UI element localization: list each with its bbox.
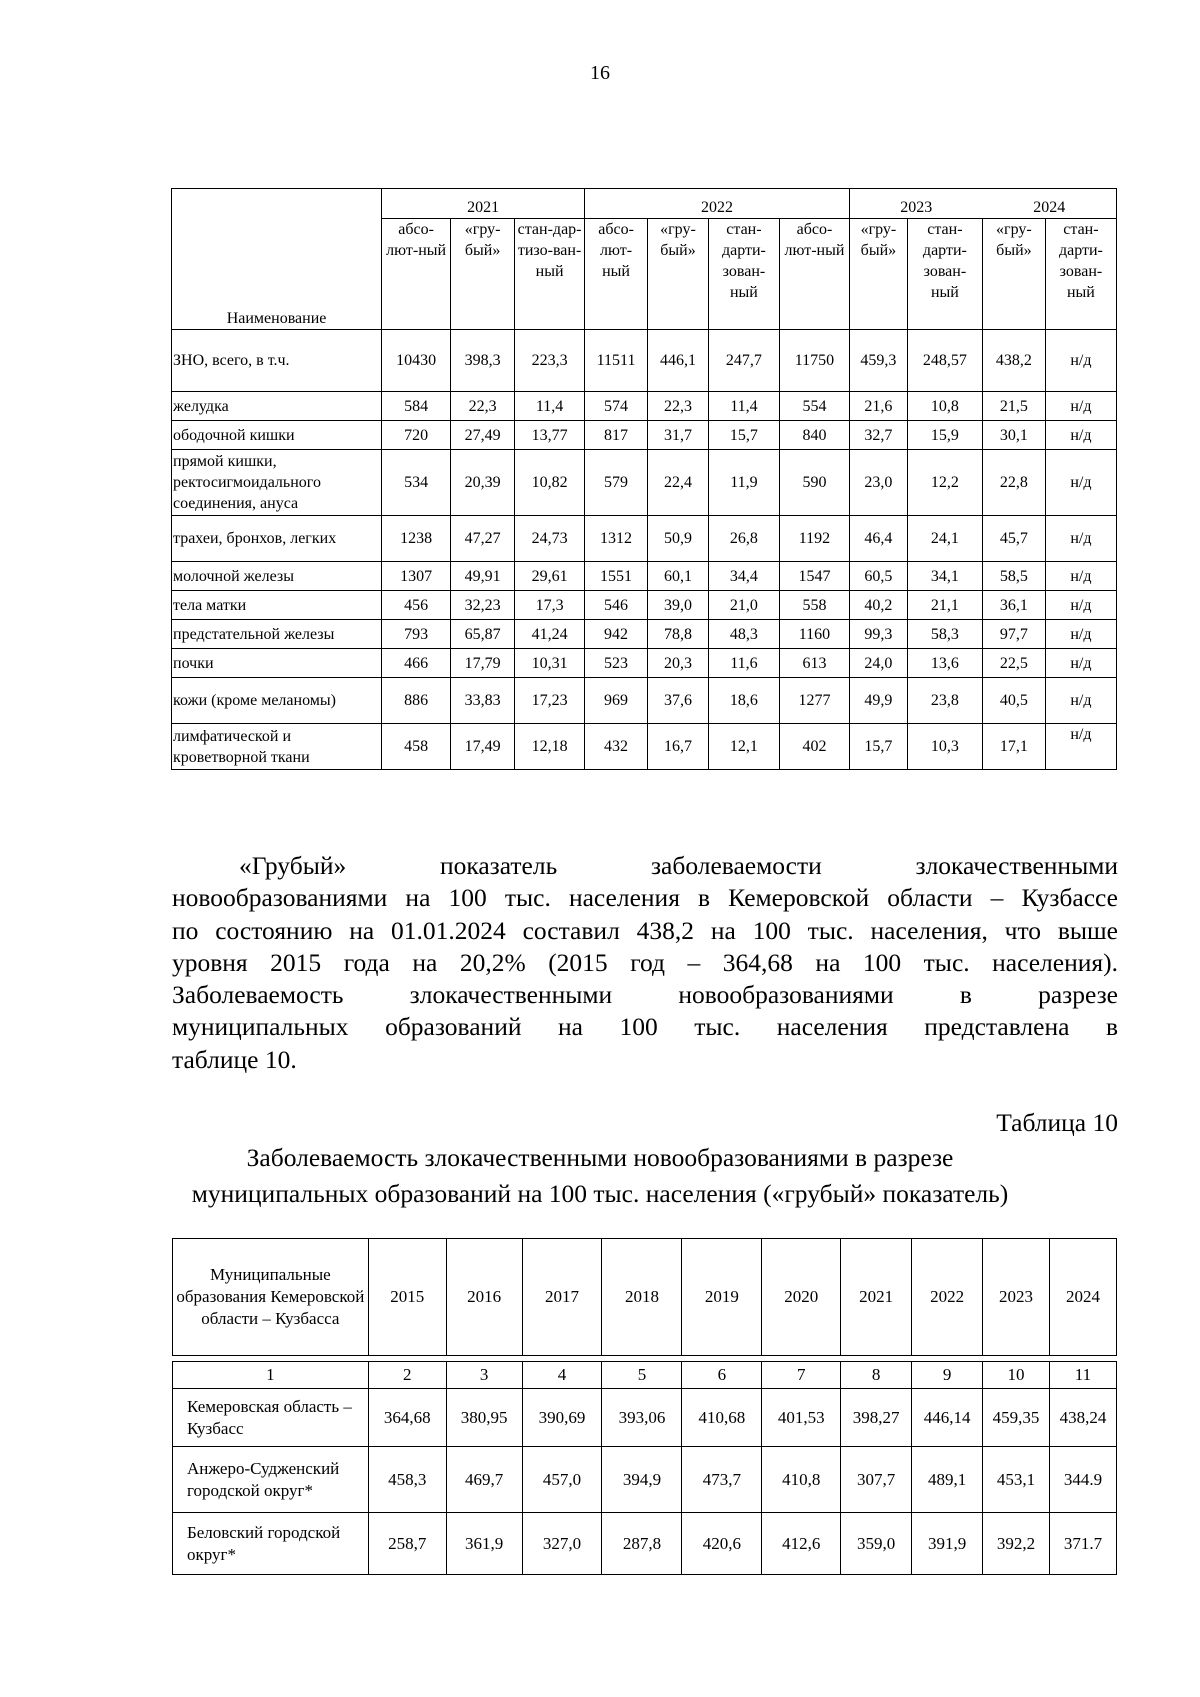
table-cell: 458,3 xyxy=(368,1447,446,1513)
table-cell: н/д xyxy=(1045,330,1116,392)
paragraph-line: новообразованиями на 100 тыс. населения в Кемеровской области – Кузбассе xyxy=(172,883,1118,913)
paragraph-line: Заболеваемость злокачественными новообразованиями в разрезе xyxy=(172,980,1118,1010)
table-cell: 65,87 xyxy=(451,620,515,649)
table-cell: 39,0 xyxy=(648,591,709,620)
table-cell: н/д xyxy=(1045,421,1116,450)
year-header: 2019 xyxy=(682,1239,762,1356)
table-cell: 579 xyxy=(585,450,648,516)
year-header: 2022 xyxy=(585,189,850,219)
row-name: кожи (кроме меланомы) xyxy=(172,678,382,724)
column-number: 8 xyxy=(841,1362,912,1389)
table-row xyxy=(172,649,1117,678)
subheader: «гру-бый» xyxy=(849,219,907,330)
table-cell: 344.9 xyxy=(1049,1447,1116,1513)
table-cell: 36,1 xyxy=(982,591,1045,620)
table-cell: 398,3 xyxy=(451,330,515,392)
year-header: 2024 xyxy=(1049,1239,1116,1356)
table-cell: 20,3 xyxy=(648,649,709,678)
table-cell: н/д xyxy=(1045,724,1116,770)
table-cell: 21,1 xyxy=(907,591,982,620)
table-cell: 11,4 xyxy=(708,392,779,421)
table-cell: 24,1 xyxy=(907,516,982,562)
row-name: ЗНО, всего, в т.ч. xyxy=(172,330,382,392)
municipality-name: Кемеровская область – Кузбасс xyxy=(173,1389,369,1447)
table-cell: 21,0 xyxy=(708,591,779,620)
table-cell: 394,9 xyxy=(602,1447,682,1513)
table-cell: н/д xyxy=(1045,392,1116,421)
table-cell: 942 xyxy=(585,620,648,649)
municipal-incidence-table xyxy=(172,1238,1117,1575)
table-cell: 401,53 xyxy=(762,1389,841,1447)
table-title-line: Заболеваемость злокачественными новообразованиями в разрезе xyxy=(246,1143,954,1172)
subheader: стан-дарти-зован-ный xyxy=(1045,219,1116,330)
table-cell: 584 xyxy=(382,392,451,421)
column-number-row xyxy=(173,1362,1117,1389)
table-cell: 58,3 xyxy=(907,620,982,649)
table-cell: 50,9 xyxy=(648,516,709,562)
table-cell: 489,1 xyxy=(912,1447,983,1513)
subheader: абсо-лют-ный xyxy=(779,219,849,330)
paragraph-line: уровня 2015 года на 20,2% (2015 год – 364,68 на 100 тыс. населения). xyxy=(172,947,1118,977)
table-cell: 258,7 xyxy=(368,1513,446,1575)
table-cell: 48,3 xyxy=(708,620,779,649)
table-cell: 393,06 xyxy=(602,1389,682,1447)
table-cell: н/д xyxy=(1045,620,1116,649)
table-cell: 15,7 xyxy=(708,421,779,450)
table-cell: 391,9 xyxy=(912,1513,983,1575)
table-cell: 17,49 xyxy=(451,724,515,770)
table-cell: 34,1 xyxy=(907,562,982,591)
table-cell: 47,27 xyxy=(451,516,515,562)
table-row xyxy=(172,421,1117,450)
table-cell: 390,69 xyxy=(522,1389,602,1447)
column-number: 10 xyxy=(983,1362,1050,1389)
table-row xyxy=(172,450,1117,516)
table-cell: 29,61 xyxy=(515,562,585,591)
table-cell: н/д xyxy=(1045,649,1116,678)
table-title-line: муниципальных образований на 100 тыс. населения («грубый» показатель) xyxy=(191,1179,1009,1208)
table-cell: 10,31 xyxy=(515,649,585,678)
table-cell: 402 xyxy=(779,724,849,770)
table-cell: 13,77 xyxy=(515,421,585,450)
table-cell: 11,6 xyxy=(708,649,779,678)
table-cell: 17,1 xyxy=(982,724,1045,770)
table-cell: 23,8 xyxy=(907,678,982,724)
paragraph-line: «Грубый» показатель заболеваемости злокачественными xyxy=(239,851,1118,880)
table-cell: 12,18 xyxy=(515,724,585,770)
table-cell: 20,39 xyxy=(451,450,515,516)
table-cell: 23,0 xyxy=(849,450,907,516)
year-header: 2016 xyxy=(446,1239,522,1356)
table-cell: 24,73 xyxy=(515,516,585,562)
row-name: ободочной кишки xyxy=(172,421,382,450)
paragraph-line: по состоянию на 01.01.2024 составил 438,2 на 100 тыс. населения, что выше xyxy=(172,915,1118,945)
table-cell: 793 xyxy=(382,620,451,649)
year-header: 2022 xyxy=(912,1239,983,1356)
table-cell: 720 xyxy=(382,421,451,450)
table-cell: 1238 xyxy=(382,516,451,562)
municipality-name: Анжеро-Судженский городской округ* xyxy=(173,1447,369,1513)
subheader: стан-дар-тизо-ван-ный xyxy=(515,219,585,330)
table-cell: н/д xyxy=(1045,516,1116,562)
table-label: Таблица 10 xyxy=(996,1108,1118,1137)
subheader: стан-дарти-зован-ный xyxy=(708,219,779,330)
column-number: 4 xyxy=(522,1362,602,1389)
table-cell: 446,14 xyxy=(912,1389,983,1447)
table-cell: 22,5 xyxy=(982,649,1045,678)
table-cell: 1312 xyxy=(585,516,648,562)
table-cell: 1192 xyxy=(779,516,849,562)
table-cell: 45,7 xyxy=(982,516,1045,562)
table-cell: 458 xyxy=(382,724,451,770)
table-cell: н/д xyxy=(1045,678,1116,724)
table-cell: 12,1 xyxy=(708,724,779,770)
table-row xyxy=(173,1447,1117,1513)
column-number: 2 xyxy=(368,1362,446,1389)
table-cell: 22,3 xyxy=(648,392,709,421)
paragraph-line: таблице 10. xyxy=(172,1044,297,1074)
table-cell: 21,5 xyxy=(982,392,1045,421)
table-row xyxy=(172,620,1117,649)
table-cell: 558 xyxy=(779,591,849,620)
table-cell: 11,9 xyxy=(708,450,779,516)
year-header-row xyxy=(172,189,1117,219)
table-cell: 49,91 xyxy=(451,562,515,591)
table-cell: 10430 xyxy=(382,330,451,392)
table-cell: 410,68 xyxy=(682,1389,762,1447)
table-cell: 10,3 xyxy=(907,724,982,770)
table-cell: 22,8 xyxy=(982,450,1045,516)
table-cell: 37,6 xyxy=(648,678,709,724)
table-row xyxy=(172,516,1117,562)
name-header: Наименование xyxy=(172,189,382,330)
table-cell: 371.7 xyxy=(1049,1513,1116,1575)
table-cell: 17,79 xyxy=(451,649,515,678)
table-cell: 613 xyxy=(779,649,849,678)
table-cell: 534 xyxy=(382,450,451,516)
table-cell: 248,57 xyxy=(907,330,982,392)
column-number: 9 xyxy=(912,1362,983,1389)
subheader: абсо-лют-ный xyxy=(382,219,451,330)
column-number: 6 xyxy=(682,1362,762,1389)
table-cell: 307,7 xyxy=(841,1447,912,1513)
table-cell: 359,0 xyxy=(841,1513,912,1575)
table-cell: 40,2 xyxy=(849,591,907,620)
table-cell: 12,2 xyxy=(907,450,982,516)
row-name: прямой кишки, ректосигмоидального соединения, ануса xyxy=(172,450,382,516)
table-title xyxy=(0,1140,1200,1212)
row-name: желудка xyxy=(172,392,382,421)
table-cell: 459,3 xyxy=(849,330,907,392)
table-cell: 432 xyxy=(585,724,648,770)
table-cell: 1307 xyxy=(382,562,451,591)
table-cell: 469,7 xyxy=(446,1447,522,1513)
cancer-incidence-table xyxy=(171,188,1117,770)
table-cell: 247,7 xyxy=(708,330,779,392)
table-cell: 41,24 xyxy=(515,620,585,649)
table-row xyxy=(172,678,1117,724)
column-number: 11 xyxy=(1049,1362,1116,1389)
table-cell: 11511 xyxy=(585,330,648,392)
table-cell: 15,7 xyxy=(849,724,907,770)
table-cell: 16,7 xyxy=(648,724,709,770)
table-cell: 410,8 xyxy=(762,1447,841,1513)
table-cell: 49,9 xyxy=(849,678,907,724)
column-number: 7 xyxy=(762,1362,841,1389)
row-name: трахеи, бронхов, легких xyxy=(172,516,382,562)
subheader: «гру-бый» xyxy=(648,219,709,330)
table-cell: 32,23 xyxy=(451,591,515,620)
subheader: стан-дарти-зован-ный xyxy=(907,219,982,330)
table-row xyxy=(172,562,1117,591)
subheader: абсо-лют-ный xyxy=(585,219,648,330)
municipality-header: Муниципальные образования Кемеровской области – Кузбасса xyxy=(173,1239,369,1356)
year-header: 2021 xyxy=(841,1239,912,1356)
table-cell: 31,7 xyxy=(648,421,709,450)
table-row xyxy=(173,1389,1117,1447)
table-cell: 11,4 xyxy=(515,392,585,421)
table-cell: 398,27 xyxy=(841,1389,912,1447)
table-cell: 97,7 xyxy=(982,620,1045,649)
table-cell: 21,6 xyxy=(849,392,907,421)
table-cell: 523 xyxy=(585,649,648,678)
table-cell: н/д xyxy=(1045,591,1116,620)
table-cell: 438,24 xyxy=(1049,1389,1116,1447)
table-cell: 457,0 xyxy=(522,1447,602,1513)
table-cell: 969 xyxy=(585,678,648,724)
table-cell: 459,35 xyxy=(983,1389,1050,1447)
table-cell: 99,3 xyxy=(849,620,907,649)
table-cell: 466 xyxy=(382,649,451,678)
table-row xyxy=(172,330,1117,392)
table-cell: 26,8 xyxy=(708,516,779,562)
table-row xyxy=(172,591,1117,620)
table-cell: 327,0 xyxy=(522,1513,602,1575)
table-cell: 17,23 xyxy=(515,678,585,724)
table-cell: 46,4 xyxy=(849,516,907,562)
table-cell: 380,95 xyxy=(446,1389,522,1447)
table-cell: 1551 xyxy=(585,562,648,591)
table-cell: 473,7 xyxy=(682,1447,762,1513)
table-cell: 574 xyxy=(585,392,648,421)
table-cell: 60,5 xyxy=(849,562,907,591)
table-cell: 412,6 xyxy=(762,1513,841,1575)
table-cell: 18,6 xyxy=(708,678,779,724)
year-header: 2015 xyxy=(368,1239,446,1356)
table-cell: 1277 xyxy=(779,678,849,724)
table-cell: 364,68 xyxy=(368,1389,446,1447)
table-cell: 58,5 xyxy=(982,562,1045,591)
table-cell: 840 xyxy=(779,421,849,450)
subheader: «гру-бый» xyxy=(982,219,1045,330)
table-cell: н/д xyxy=(1045,562,1116,591)
table-header-row xyxy=(173,1239,1117,1356)
year-header: 2021 xyxy=(382,189,585,219)
table-cell: 17,3 xyxy=(515,591,585,620)
row-name: тела матки xyxy=(172,591,382,620)
column-number: 3 xyxy=(446,1362,522,1389)
year-header: 2024 xyxy=(982,189,1116,219)
column-number: 5 xyxy=(602,1362,682,1389)
table-cell: 223,3 xyxy=(515,330,585,392)
year-header: 2023 xyxy=(983,1239,1050,1356)
subheader: «гру-бый» xyxy=(451,219,515,330)
table-cell: 1160 xyxy=(779,620,849,649)
row-name: лимфатической и кроветворной ткани xyxy=(172,724,382,770)
table-cell: 554 xyxy=(779,392,849,421)
municipality-name: Беловский городской округ* xyxy=(173,1513,369,1575)
year-header: 2020 xyxy=(762,1239,841,1356)
row-name: почки xyxy=(172,649,382,678)
table-cell: 30,1 xyxy=(982,421,1045,450)
page-number: 16 xyxy=(590,62,610,84)
table-cell: 22,4 xyxy=(648,450,709,516)
table-cell: 438,2 xyxy=(982,330,1045,392)
table-cell: 32,7 xyxy=(849,421,907,450)
row-name: молочной железы xyxy=(172,562,382,591)
table-cell: 361,9 xyxy=(446,1513,522,1575)
table-cell: 886 xyxy=(382,678,451,724)
table-cell: 392,2 xyxy=(983,1513,1050,1575)
table-cell: 78,8 xyxy=(648,620,709,649)
table-cell: 590 xyxy=(779,450,849,516)
table-cell: 27,49 xyxy=(451,421,515,450)
table-row xyxy=(172,392,1117,421)
table-cell: 11750 xyxy=(779,330,849,392)
year-header: 2018 xyxy=(602,1239,682,1356)
table-cell: 22,3 xyxy=(451,392,515,421)
table-cell: 287,8 xyxy=(602,1513,682,1575)
table-cell: 546 xyxy=(585,591,648,620)
table-cell: 34,4 xyxy=(708,562,779,591)
body-paragraph xyxy=(172,850,1118,1076)
table-cell: 420,6 xyxy=(682,1513,762,1575)
row-name: предстательной железы xyxy=(172,620,382,649)
table-cell: н/д xyxy=(1045,450,1116,516)
table-cell: 1547 xyxy=(779,562,849,591)
table-cell: 10,82 xyxy=(515,450,585,516)
table-cell: 60,1 xyxy=(648,562,709,591)
year-header: 2017 xyxy=(522,1239,602,1356)
table-cell: 13,6 xyxy=(907,649,982,678)
column-number: 1 xyxy=(173,1362,369,1389)
table-row xyxy=(172,724,1117,770)
table-row xyxy=(173,1513,1117,1575)
table-cell: 817 xyxy=(585,421,648,450)
table-cell: 33,83 xyxy=(451,678,515,724)
table-cell: 24,0 xyxy=(849,649,907,678)
year-header: 2023 xyxy=(849,189,982,219)
table-cell: 15,9 xyxy=(907,421,982,450)
table-cell: 453,1 xyxy=(983,1447,1050,1513)
table-cell: 10,8 xyxy=(907,392,982,421)
table-cell: 456 xyxy=(382,591,451,620)
paragraph-line: муниципальных образований на 100 тыс. населения представлена в xyxy=(172,1012,1118,1042)
table-cell: 446,1 xyxy=(648,330,709,392)
table-cell: 40,5 xyxy=(982,678,1045,724)
